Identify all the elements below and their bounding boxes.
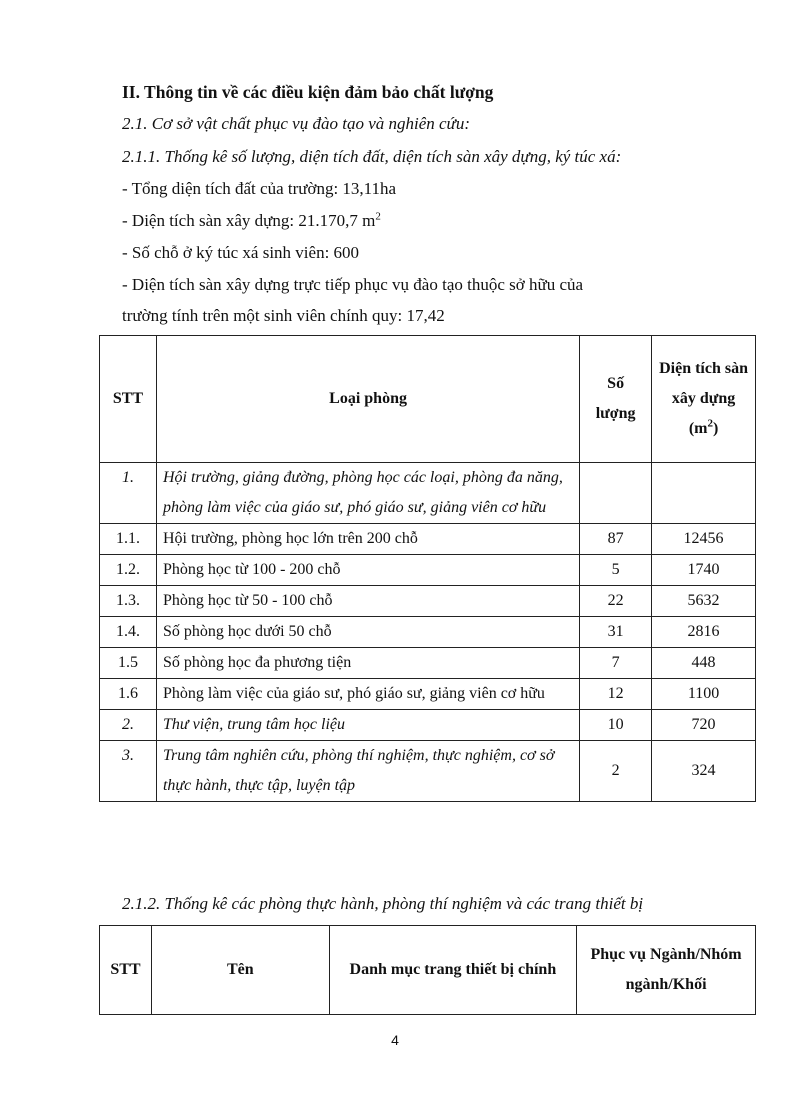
header-stt: STT [100, 336, 157, 463]
cell-area: 12456 [652, 524, 756, 555]
per-student-area-line-1: - Diện tích sàn xây dựng trực tiếp phục vụ đào tạo thuộc sở hữu của [122, 275, 584, 294]
subsection-2-1-1: 2.1.1. Thống kê số lượng, diện tích đất, diện tích sàn xây dựng, ký túc xá: [122, 147, 622, 166]
header-area-close: ) [712, 420, 719, 437]
cell-room-type: Số phòng học dưới 50 chỗ [156, 617, 579, 648]
header-stt: STT [100, 926, 152, 1015]
section-heading: II. Thông tin về các điều kiện đảm bảo chất lượng [122, 82, 494, 102]
cell-area: 5632 [652, 586, 756, 617]
floor-area [122, 210, 381, 232]
header-quantity: Số lượng [580, 336, 652, 463]
table-row [100, 648, 756, 679]
cell-quantity: 5 [580, 555, 652, 586]
cell-room-type: Hội trường, phòng học lớn trên 200 chỗ [156, 524, 579, 555]
cell-stt: 3. [100, 741, 157, 802]
subsection-2-1-2: 2.1.2. Thống kê các phòng thực hành, phòng thí nghiệm và các trang thiết bị [122, 894, 644, 913]
table-row [100, 617, 756, 648]
cell-area: 448 [652, 648, 756, 679]
header-serve: Phục vụ Ngành/Nhóm ngành/Khối [577, 926, 756, 1015]
header-area [652, 336, 756, 463]
cell-stt: 1.6 [100, 679, 157, 710]
cell-room-type: Phòng học từ 50 - 100 chỗ [156, 586, 579, 617]
cell-room-type: Số phòng học đa phương tiện [156, 648, 579, 679]
floor-area-unit-sup: 2 [375, 210, 381, 223]
cell-stt: 1.1. [100, 524, 157, 555]
cell-area: 720 [652, 710, 756, 741]
cell-room-type: Hội trường, giảng đường, phòng học các loại, phòng đa năng, phòng làm việc của giáo sư, phó giáo sư, giảng viên cơ hữu [156, 463, 579, 524]
header-room-type: Loại phòng [156, 336, 579, 463]
table-body [100, 463, 756, 802]
table-header-row [100, 336, 756, 463]
cell-stt: 1.4. [100, 617, 157, 648]
cell-stt: 1.2. [100, 555, 157, 586]
header-area-sup: 2 [707, 417, 713, 430]
cell-stt: 2. [100, 710, 157, 741]
header-equipment: Danh mục trang thiết bị chính [329, 926, 577, 1015]
cell-quantity: 10 [580, 710, 652, 741]
table-row [100, 586, 756, 617]
cell-room-type: Phòng học từ 100 - 200 chỗ [156, 555, 579, 586]
total-land-area: - Tổng diện tích đất của trường: 13,11ha [122, 179, 397, 198]
cell-quantity: 12 [580, 679, 652, 710]
table-row [100, 463, 756, 524]
lab-equipment-table [99, 925, 756, 1015]
table-row [100, 555, 756, 586]
cell-area: 2816 [652, 617, 756, 648]
per-student-area-line-2: trường tính trên một sinh viên chính quy: 17,42 [122, 306, 445, 325]
cell-stt: 1.3. [100, 586, 157, 617]
cell-quantity: 22 [580, 586, 652, 617]
table-row [100, 741, 756, 802]
table-row [100, 679, 756, 710]
cell-area: 1740 [652, 555, 756, 586]
cell-quantity: 31 [580, 617, 652, 648]
room-statistics-table [99, 335, 756, 802]
header-area-unit: (m [688, 420, 708, 437]
cell-quantity [580, 463, 652, 524]
floor-area-text: - Diện tích sàn xây dựng: 21.170,7 m [122, 211, 376, 230]
cell-room-type: Phòng làm việc của giáo sư, phó giáo sư, giảng viên cơ hữu [156, 679, 579, 710]
cell-quantity: 87 [580, 524, 652, 555]
page-number: 4 [391, 1032, 399, 1048]
cell-room-type: Thư viện, trung tâm học liệu [156, 710, 579, 741]
cell-quantity: 7 [580, 648, 652, 679]
cell-quantity: 2 [580, 741, 652, 802]
dorm-capacity: - Số chỗ ở ký túc xá sinh viên: 600 [122, 243, 360, 262]
cell-area [652, 463, 756, 524]
cell-area: 324 [652, 741, 756, 802]
cell-stt: 1. [100, 463, 157, 524]
header-name: Tên [151, 926, 329, 1015]
header-area-label: Diện tích sàn xây dựng [659, 360, 748, 407]
cell-room-type: Trung tâm nghiên cứu, phòng thí nghiệm, thực nghiệm, cơ sở thực hành, thực tập, luyện tập [156, 741, 579, 802]
subsection-2-1: 2.1. Cơ sở vật chất phục vụ đào tạo và nghiên cứu: [122, 114, 470, 133]
cell-stt: 1.5 [100, 648, 157, 679]
cell-area: 1100 [652, 679, 756, 710]
table-row [100, 524, 756, 555]
table-header-row [100, 926, 756, 1015]
table-row [100, 710, 756, 741]
